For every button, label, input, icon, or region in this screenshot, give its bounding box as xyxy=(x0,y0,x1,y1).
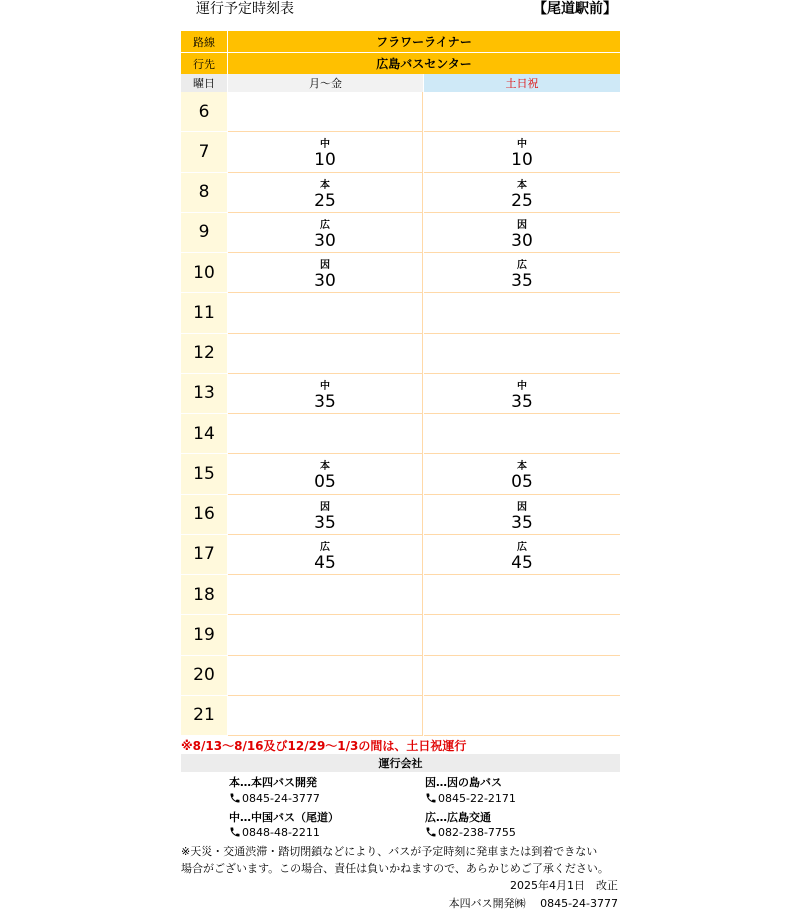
holiday-cell xyxy=(424,575,620,615)
hour-row xyxy=(181,213,620,253)
weekday-cell xyxy=(228,495,423,535)
departure-minute: 25 xyxy=(314,190,336,211)
operator-honshi-name: 本…本四バス開発 xyxy=(229,776,317,789)
weekday-cell xyxy=(228,615,423,655)
departure-minute: 30 xyxy=(314,271,336,291)
holiday-notice: ※8/13～8/16及び12/29～1/3の間は、土日祝運行 xyxy=(181,739,467,753)
departure-minute: 35 xyxy=(511,512,533,533)
hour-label: 10 xyxy=(181,253,227,293)
route-value: フラワーライナー xyxy=(228,31,620,52)
holiday-cell xyxy=(424,213,620,253)
hour-label: 8 xyxy=(181,173,227,213)
operator-chugoku-phone xyxy=(229,826,320,839)
hour-label: 19 xyxy=(181,615,227,655)
hour-label: 20 xyxy=(181,656,227,696)
holiday-cell xyxy=(424,454,620,494)
day-header-row xyxy=(181,74,620,92)
hour-row xyxy=(181,293,620,333)
hour-row xyxy=(181,495,620,535)
operator-code: 広 xyxy=(517,541,527,553)
departure-minute: 10 xyxy=(511,150,533,171)
operator-code: 因 xyxy=(320,501,330,513)
holiday-cell xyxy=(424,535,620,575)
weekday-cell xyxy=(228,213,423,253)
operator-code: 本 xyxy=(320,461,330,473)
hour-row xyxy=(181,535,620,575)
weekday-cell xyxy=(228,293,423,333)
hour-row xyxy=(181,414,620,454)
phone-icon xyxy=(229,826,241,838)
holiday-header: 土日祝 xyxy=(424,74,620,92)
operator-code: 中 xyxy=(320,380,330,392)
route-row xyxy=(181,31,620,52)
hour-label: 18 xyxy=(181,575,227,615)
hour-label: 9 xyxy=(181,213,227,253)
operator-code: 広 xyxy=(517,260,527,271)
phone-number: 0848-48-2211 xyxy=(242,826,320,839)
hour-row xyxy=(181,696,620,736)
timetable-title: 運行予定時刻表 xyxy=(196,1,294,17)
weekday-cell xyxy=(228,414,423,454)
holiday-cell xyxy=(424,293,620,333)
operator-code: 因 xyxy=(320,260,330,271)
phone-icon xyxy=(229,792,241,804)
hour-row xyxy=(181,132,620,172)
disclaimer-line-1: ※天災・交通渋滞・踏切閉鎖などにより、バスが予定時刻に発車または到着できない xyxy=(181,845,598,858)
holiday-cell xyxy=(424,696,620,736)
departure-minute: 35 xyxy=(511,391,533,412)
weekday-cell xyxy=(228,253,423,293)
departure-minute: 30 xyxy=(511,230,533,251)
disclaimer-line-2: 場合がございます。この場合、責任は負いかねますので、あらかじめご了承ください。 xyxy=(181,862,609,875)
weekday-cell xyxy=(228,535,423,575)
hour-label: 7 xyxy=(181,132,227,172)
departure-minute: 35 xyxy=(511,271,533,291)
weekday-cell xyxy=(228,696,423,736)
hour-row xyxy=(181,92,620,132)
phone-number: 082-238-7755 xyxy=(438,826,516,839)
phone-number: 0845-22-2171 xyxy=(438,792,516,805)
destination-row xyxy=(181,53,620,74)
departure-minute: 35 xyxy=(314,391,336,412)
operator-code: 中 xyxy=(517,139,527,151)
hour-label: 15 xyxy=(181,454,227,494)
hour-row xyxy=(181,615,620,655)
operator-hiroshima-name: 広…広島交通 xyxy=(425,811,491,824)
hour-label: 14 xyxy=(181,414,227,454)
operator-innoshima-name: 因…因の島バス xyxy=(425,776,502,789)
holiday-cell xyxy=(424,173,620,213)
day-label: 曜日 xyxy=(181,74,227,92)
departure-minute: 45 xyxy=(314,552,336,573)
operator-code: 因 xyxy=(517,501,527,513)
hour-label: 21 xyxy=(181,696,227,736)
destination-value: 広島バスセンター xyxy=(228,53,620,74)
hour-label: 6 xyxy=(181,92,227,132)
operators-header: 運行会社 xyxy=(181,754,620,772)
departure-minute: 05 xyxy=(314,472,336,493)
phone-icon xyxy=(425,792,437,804)
operator-code: 本 xyxy=(517,179,527,191)
phone-number: 0845-24-3777 xyxy=(242,792,320,805)
hour-row xyxy=(181,253,620,293)
hour-label: 11 xyxy=(181,293,227,333)
holiday-cell xyxy=(424,656,620,696)
weekday-cell xyxy=(228,132,423,172)
hour-row xyxy=(181,334,620,374)
weekday-cell xyxy=(228,92,423,132)
destination-label: 行先 xyxy=(181,53,227,74)
operator-code: 広 xyxy=(320,219,330,231)
weekday-cell xyxy=(228,334,423,374)
holiday-cell xyxy=(424,92,620,132)
holiday-cell xyxy=(424,334,620,374)
hour-row xyxy=(181,454,620,494)
departure-minute: 05 xyxy=(511,472,533,493)
holiday-cell xyxy=(424,414,620,454)
holiday-cell xyxy=(424,615,620,655)
operator-honshi-phone xyxy=(229,792,320,805)
weekday-cell xyxy=(228,173,423,213)
hour-label: 16 xyxy=(181,495,227,535)
phone-icon xyxy=(425,826,437,838)
holiday-cell xyxy=(424,132,620,172)
departure-minute: 30 xyxy=(314,230,336,251)
operator-chugoku-name: 中…中国バス（尾道） xyxy=(229,811,339,824)
operator-code: 広 xyxy=(320,541,330,553)
holiday-cell xyxy=(424,374,620,414)
departure-minute: 45 xyxy=(511,552,533,573)
operator-code: 本 xyxy=(517,461,527,473)
footer-contact: 本四バス開発㈱ 0845-24-3777 xyxy=(448,897,618,910)
operator-code: 中 xyxy=(517,380,527,392)
hour-row xyxy=(181,374,620,414)
holiday-cell xyxy=(424,495,620,535)
weekday-cell xyxy=(228,575,423,615)
weekday-header: 月～金 xyxy=(228,74,423,92)
operator-code: 本 xyxy=(320,179,330,191)
weekday-cell xyxy=(228,656,423,696)
hour-label: 17 xyxy=(181,535,227,575)
station-name: 【尾道駅前】 xyxy=(533,1,617,17)
departure-minute: 10 xyxy=(314,150,336,171)
weekday-cell xyxy=(228,454,423,494)
route-label: 路線 xyxy=(181,31,227,52)
hour-label: 13 xyxy=(181,374,227,414)
hour-label: 12 xyxy=(181,334,227,374)
operator-code: 因 xyxy=(517,219,527,231)
hour-row xyxy=(181,575,620,615)
weekday-cell xyxy=(228,374,423,414)
operator-hiroshima-phone xyxy=(425,826,516,839)
operator-code: 中 xyxy=(320,139,330,151)
holiday-cell xyxy=(424,253,620,293)
operator-innoshima-phone xyxy=(425,792,516,805)
departure-minute: 25 xyxy=(511,190,533,211)
departure-minute: 35 xyxy=(314,512,336,533)
hour-row xyxy=(181,656,620,696)
revision-date: 2025年4月1日 改正 xyxy=(510,879,618,892)
hour-row xyxy=(181,173,620,213)
timetable-grid xyxy=(181,92,620,736)
